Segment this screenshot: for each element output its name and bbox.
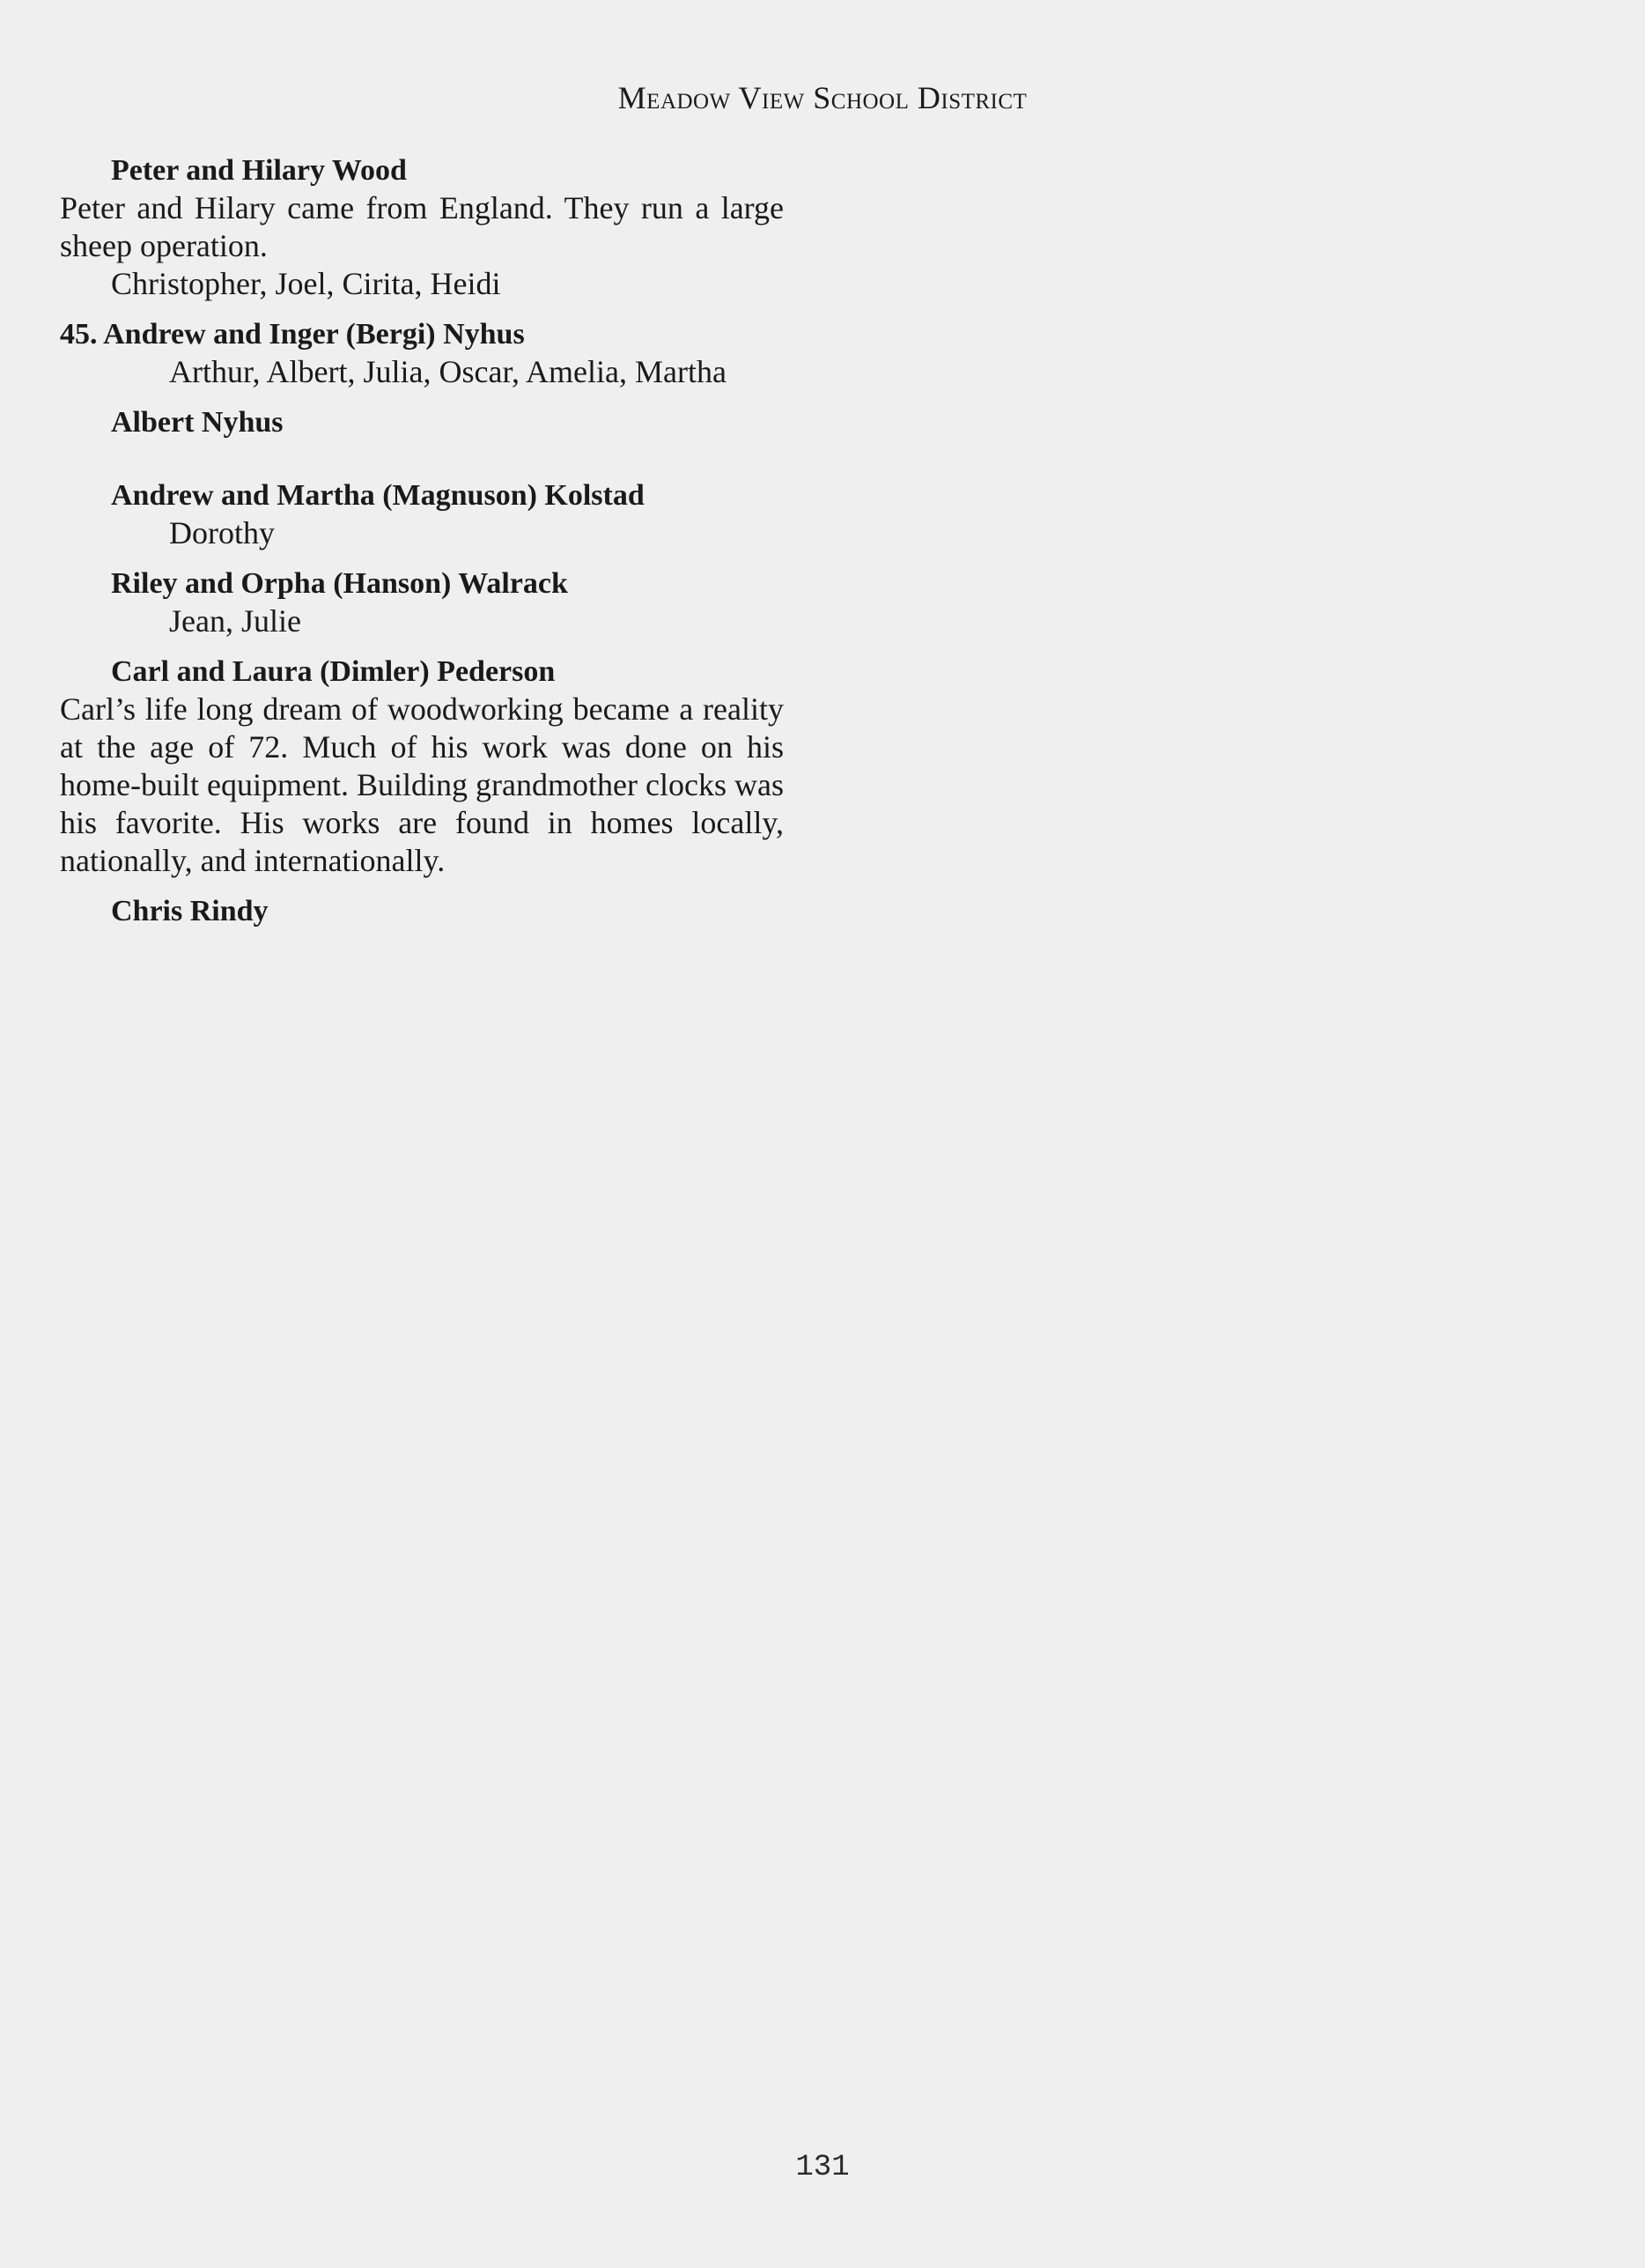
entry-children-nyhus-andrew: Arthur, Albert, Julia, Oscar, Amelia, Martha [169,354,727,389]
entry-heading-pederson: Carl and Laura (Dimler) Pederson [111,655,556,688]
text-column [60,151,784,930]
entry-heading-kolstad: Andrew and Martha (Magnuson) Kolstad [111,479,645,512]
page-number: 131 [795,2151,850,2184]
entry-heading-wood: Peter and Hilary Wood [111,154,407,187]
entry-children-walrack: Jean, Julie [169,603,301,639]
entry-heading-nyhus-albert: Albert Nyhus [111,406,284,439]
entry-heading-walrack: Riley and Orpha (Hanson) Walrack [111,567,568,600]
entry-text-wood: Peter and Hilary came from England. They run a large sheep operation. [60,190,784,263]
running-header: Meadow View School District [617,80,1028,115]
entry-heading-nyhus-andrew: 45. Andrew and Inger (Bergi) Nyhus [60,318,525,351]
entry-children-wood: Christopher, Joel, Cirita, Heidi [111,266,501,301]
entry-children-kolstad: Dorothy [169,515,275,550]
entry-text-pederson: Carl’s life long dream of woodworking became a reality at the age of 72. Much of his work was done on his home-built equipment. Building grandmother clocks was his favorite. His works are found in homes locally, nationally, and internationally. [60,691,784,878]
entry-heading-rindy: Chris Rindy [111,895,269,927]
